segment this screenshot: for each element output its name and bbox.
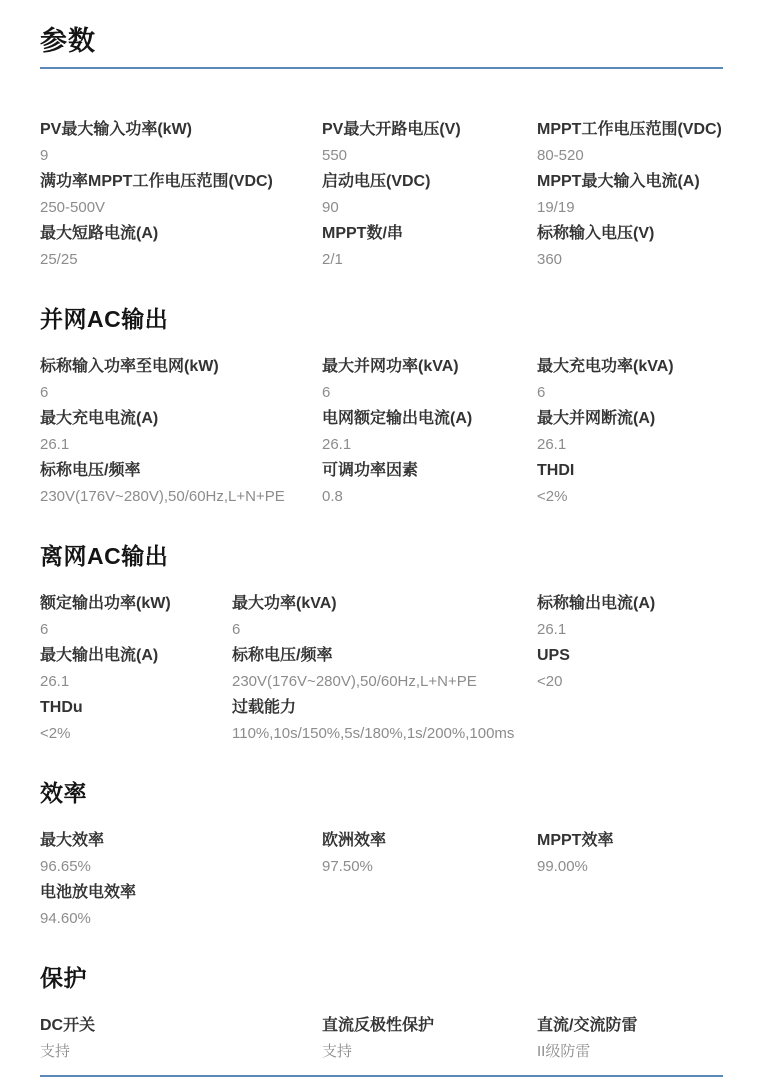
spec-item — [40, 171, 322, 218]
spec-label: 过载能力 — [232, 699, 297, 716]
spec-item — [537, 460, 723, 507]
spec-label: THDu — [40, 699, 83, 716]
spec-label: 最大输出电流(A) — [40, 647, 159, 664]
spec-item — [40, 356, 322, 403]
spec-value: 26.1 — [537, 436, 567, 453]
spec-label: 启动电压(VDC) — [322, 173, 431, 190]
spec-item — [232, 697, 537, 744]
spec-value: 99.00% — [537, 858, 588, 875]
bottom-divider — [40, 1075, 723, 1077]
spec-item — [537, 356, 723, 403]
spec-label: 可调功率因素 — [322, 462, 419, 479]
spec-label: 标称输出电流(A) — [537, 595, 656, 612]
spec-item — [537, 1015, 723, 1062]
spec-label: 最大并网功率(kVA) — [322, 358, 459, 375]
section-pv-input — [40, 119, 723, 270]
spec-value: 2/1 — [322, 251, 343, 268]
spec-label: 标称电压/频率 — [232, 647, 333, 664]
spec-label: UPS — [537, 647, 570, 664]
spec-label: 最大并网断流(A) — [537, 410, 656, 427]
section-title-grid-ac: 并网AC输出 — [40, 306, 169, 332]
spec-label: PV最大开路电压(V) — [322, 121, 461, 138]
spec-label: THDI — [537, 462, 575, 479]
spec-item — [537, 171, 723, 218]
spec-value: <20 — [537, 673, 563, 690]
spec-value: 96.65% — [40, 858, 91, 875]
spec-value: 90 — [322, 199, 339, 216]
spec-item — [40, 119, 322, 166]
spec-label: PV最大输入功率(kW) — [40, 121, 193, 138]
spec-item — [537, 593, 723, 640]
section-title-offgrid-ac: 离网AC输出 — [40, 543, 169, 569]
spec-value: 6 — [232, 621, 241, 638]
spec-label: MPPT工作电压范围(VDC) — [537, 121, 722, 138]
spec-label: 直流/交流防雷 — [537, 1017, 638, 1034]
section-protection — [40, 1015, 723, 1062]
spec-item — [40, 830, 322, 877]
spec-item — [322, 356, 537, 403]
page-title: 参数 — [40, 26, 96, 56]
spec-value: 0.8 — [322, 488, 343, 505]
spec-label: 标称输入功率至电网(kW) — [40, 358, 219, 375]
spec-value: 230V(176V~280V),50/60Hz,L+N+PE — [40, 488, 285, 505]
spec-value: <2% — [40, 725, 71, 742]
spec-label: 标称输入电压(V) — [537, 225, 655, 242]
spec-label: 最大效率 — [40, 832, 105, 849]
spec-item — [322, 223, 537, 270]
spec-label: 最大功率(kVA) — [232, 595, 337, 612]
spec-value: 550 — [322, 147, 348, 164]
section-grid-ac — [40, 356, 723, 507]
spec-item — [232, 593, 537, 640]
spec-item — [537, 119, 723, 166]
spec-label: 标称电压/频率 — [40, 462, 141, 479]
spec-label: 最大充电功率(kVA) — [537, 358, 674, 375]
section-title-efficiency: 效率 — [40, 780, 87, 806]
spec-value: 110%,10s/150%,5s/180%,1s/200%,100ms — [232, 725, 515, 742]
spec-value: 94.60% — [40, 910, 91, 927]
spec-item — [322, 119, 537, 166]
spec-value: 6 — [537, 384, 546, 401]
spec-label: 电网额定输出电流(A) — [322, 410, 473, 427]
spec-item — [537, 645, 723, 692]
spec-label: 满功率MPPT工作电压范围(VDC) — [40, 173, 273, 190]
spec-value: 26.1 — [40, 436, 70, 453]
spec-value: 支持 — [40, 1043, 71, 1060]
section-offgrid-ac — [40, 593, 723, 744]
spec-label: 最大充电电流(A) — [40, 410, 159, 427]
spec-label: 电池放电效率 — [40, 884, 137, 901]
spec-item — [40, 882, 322, 929]
spec-value: 25/25 — [40, 251, 78, 268]
spec-label: DC开关 — [40, 1017, 96, 1034]
spec-value: 支持 — [322, 1043, 353, 1060]
spec-item — [40, 645, 232, 692]
spec-item — [40, 1015, 322, 1062]
spec-value: 80-520 — [537, 147, 584, 164]
spec-item — [322, 830, 537, 877]
spec-value: 26.1 — [322, 436, 352, 453]
spec-item — [537, 830, 723, 877]
spec-item — [40, 460, 322, 507]
spec-value: 9 — [40, 147, 49, 164]
spec-item — [40, 697, 232, 744]
spec-item — [537, 223, 723, 270]
spec-value: 19/19 — [537, 199, 575, 216]
spec-value: 97.50% — [322, 858, 373, 875]
spec-label: MPPT效率 — [537, 832, 614, 849]
spec-label: MPPT最大输入电流(A) — [537, 173, 700, 190]
spec-value: 230V(176V~280V),50/60Hz,L+N+PE — [232, 673, 477, 690]
spec-label: 额定输出功率(kW) — [40, 595, 171, 612]
spec-label: 最大短路电流(A) — [40, 225, 159, 242]
spec-item — [537, 408, 723, 455]
spec-label: 直流反极性保护 — [322, 1017, 435, 1034]
spec-value: 26.1 — [40, 673, 70, 690]
spec-item — [322, 1015, 537, 1062]
section-title-protection: 保护 — [40, 965, 87, 991]
spec-value: <2% — [537, 488, 568, 505]
title-divider — [40, 67, 723, 69]
spec-value: II级防雷 — [537, 1043, 591, 1060]
spec-value: 6 — [322, 384, 331, 401]
spec-item — [40, 593, 232, 640]
spec-item — [40, 408, 322, 455]
spec-value: 6 — [40, 621, 49, 638]
spec-value: 26.1 — [537, 621, 567, 638]
spec-item — [322, 460, 537, 507]
section-efficiency — [40, 830, 723, 929]
spec-value: 360 — [537, 251, 563, 268]
spec-value: 6 — [40, 384, 49, 401]
spec-item — [322, 408, 537, 455]
spec-item — [322, 171, 537, 218]
spec-label: MPPT数/串 — [322, 225, 403, 242]
spec-label: 欧洲效率 — [322, 832, 387, 849]
spec-item — [40, 223, 322, 270]
spec-value: 250-500V — [40, 199, 106, 216]
spec-item — [232, 645, 537, 692]
